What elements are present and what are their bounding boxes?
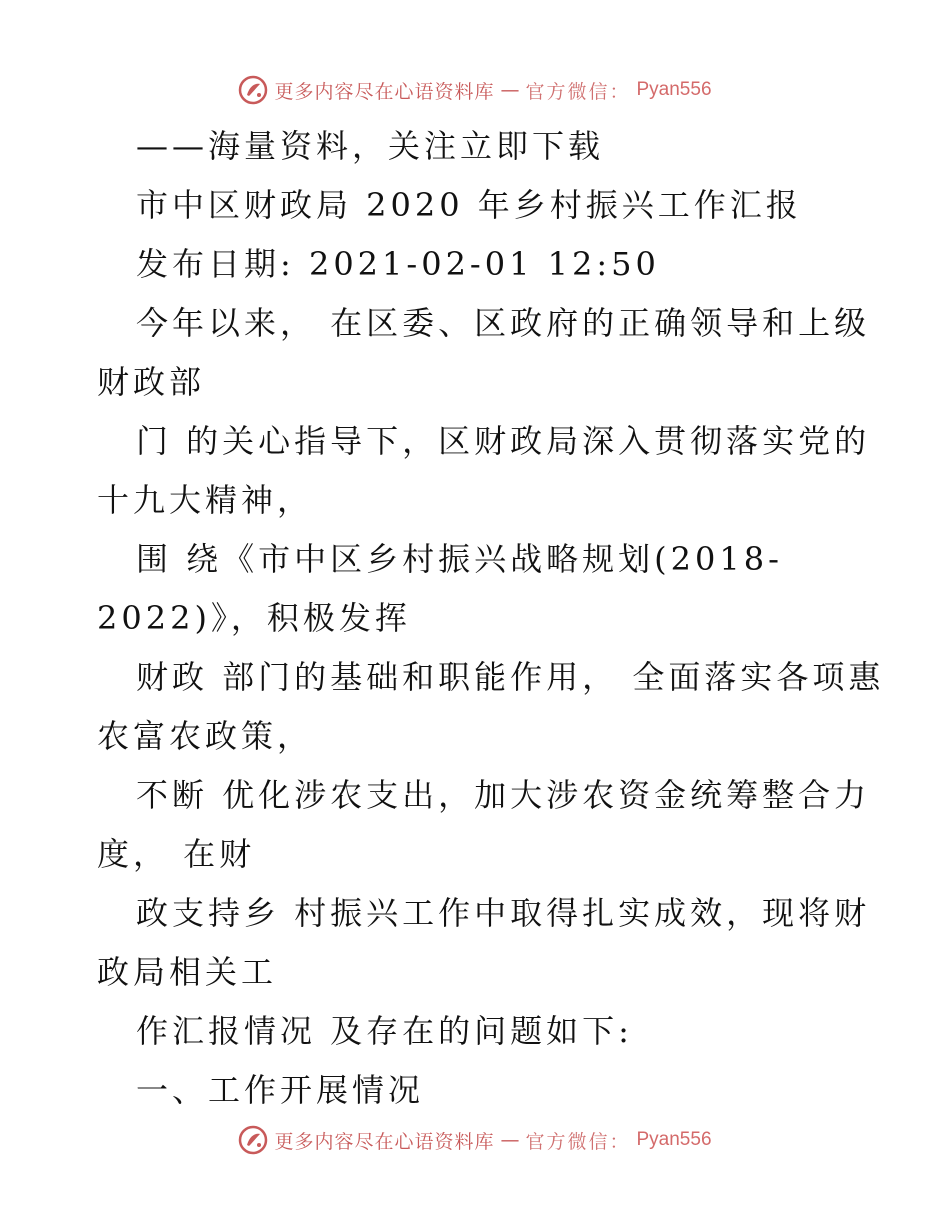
text-line: 围 绕《市中区乡村振兴战略规划(2018-: [136, 540, 783, 578]
text-line: 门 的关心指导下，区财政局深入贯彻落实党的: [136, 422, 871, 460]
watermark-footer: [0, 1120, 950, 1160]
watermark-text: 更多内容尽在心语资料库: [274, 1130, 495, 1153]
text-line: 政局相关工: [97, 953, 278, 991]
watermark-dash: —: [500, 1129, 520, 1151]
text-line: ——海量资料，关注立即下载: [136, 127, 605, 165]
watermark-official-label: 官方微信：: [525, 1130, 631, 1153]
text-line: 十九大精神，: [97, 481, 314, 519]
watermark-dash: —: [500, 79, 520, 101]
document-title: 市中区财政局 2020 年乡村振兴工作汇报: [136, 186, 802, 224]
text-line: 农富农政策，: [97, 717, 314, 755]
text-line: 作汇报情况 及存在的问题如下:: [136, 1012, 633, 1050]
text-line: 财政部: [97, 363, 206, 401]
text-line: 度， 在财: [97, 835, 256, 873]
text-line: 不断 优化涉农支出，加大涉农资金统筹整合力: [136, 776, 871, 814]
watermark-official-label: 官方微信：: [525, 80, 631, 103]
text-line: 今年以来， 在区委、区政府的正确领导和上级: [136, 304, 871, 342]
brand-logo-icon: [238, 1125, 268, 1155]
watermark-wechat-id: Pyan556: [636, 1129, 712, 1150]
brand-logo-icon: [238, 75, 268, 105]
watermark-header: [0, 70, 950, 110]
section-heading: 一、工作开展情况: [136, 1071, 425, 1109]
text-line: 财政 部门的基础和职能作用， 全面落实各项惠: [136, 658, 885, 696]
watermark-wechat-id: Pyan556: [636, 79, 712, 100]
publish-date: 发布日期: 2021-02-01 12:50: [136, 245, 660, 283]
watermark-text: 更多内容尽在心语资料库: [274, 80, 495, 103]
text-line: 政支持乡 村振兴工作中取得扎实成效，现将财: [136, 894, 871, 932]
text-line: 2022)》，积极发挥: [97, 599, 411, 637]
